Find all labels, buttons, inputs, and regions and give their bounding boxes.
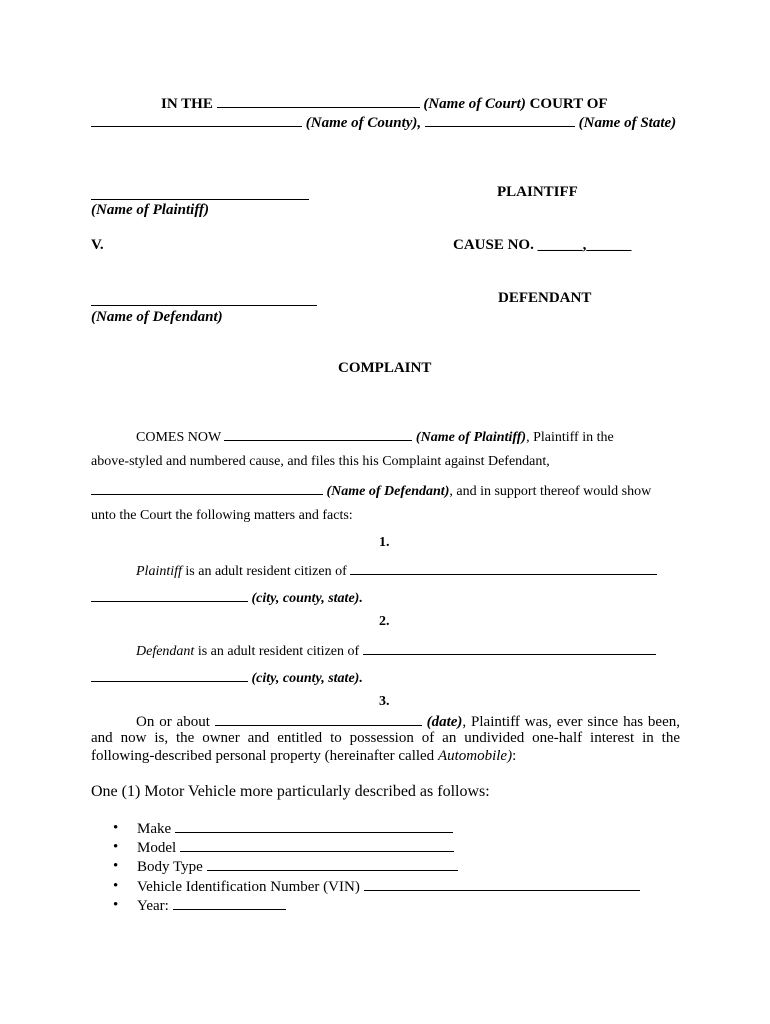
paragraph-1-text: is an adult resident citizen of xyxy=(181,564,347,579)
bullet-icon: • xyxy=(113,877,119,894)
automobile-term: Automobile) xyxy=(437,748,513,764)
plaintiff-label: PLAINTIFF xyxy=(497,184,578,200)
defendant-name-field[interactable] xyxy=(91,305,317,306)
in-the-label: IN THE xyxy=(161,96,213,112)
paragraph-1-location-field[interactable] xyxy=(91,588,248,602)
caption-line-1 xyxy=(161,94,608,113)
vehicle-model-field[interactable] xyxy=(180,838,454,852)
paragraph-1-location-placeholder: (city, county, state). xyxy=(251,591,363,606)
intro-line-3 xyxy=(91,481,651,500)
paragraph-3-line-3-start: following-described personal property (hereinafter called xyxy=(91,748,435,764)
paragraph-3-date-placeholder: (date) xyxy=(426,714,463,730)
intro-defendant-placeholder: (Name of Defendant) xyxy=(326,484,450,499)
paragraph-2-subject: Defendant xyxy=(136,644,195,659)
plaintiff-name-field[interactable] xyxy=(91,199,309,200)
paragraph-1-number: 1. xyxy=(379,535,390,550)
intro-line-4: unto the Court the following matters and facts: xyxy=(91,508,353,523)
vehicle-make-field[interactable] xyxy=(175,819,453,833)
caption-line-2 xyxy=(91,113,676,132)
versus-label: V. xyxy=(91,237,104,253)
paragraph-3-line-3-end: : xyxy=(512,748,517,764)
bullet-icon: • xyxy=(113,858,119,875)
court-name-field[interactable] xyxy=(217,94,420,108)
paragraph-2-residence-field[interactable] xyxy=(363,641,656,655)
intro-line-1 xyxy=(136,427,614,446)
vehicle-year-label: Year: xyxy=(137,897,169,914)
vehicle-make-item xyxy=(91,819,640,838)
name-of-defendant-label: (Name of Defendant) xyxy=(91,309,223,325)
vehicle-vin-field[interactable] xyxy=(364,877,640,891)
county-name-field[interactable] xyxy=(91,113,302,127)
vehicle-vin-item xyxy=(91,877,640,896)
vehicle-vin-label: Vehicle Identification Number (VIN) xyxy=(137,878,360,895)
court-of-label: COURT OF xyxy=(529,96,608,112)
paragraph-2-location-placeholder: (city, county, state). xyxy=(251,671,363,686)
bullet-icon: • xyxy=(113,896,119,913)
vehicle-body-type-item xyxy=(91,857,640,876)
paragraph-3-date-field[interactable] xyxy=(215,712,422,726)
vehicle-model-label: Model xyxy=(137,840,177,857)
document-title: COMPLAINT xyxy=(338,360,432,376)
intro-line-2: above-styled and numbered cause, and files this his Complaint against Defendant, xyxy=(91,454,550,469)
intro-plaintiff-field[interactable] xyxy=(224,427,412,441)
bullet-icon: • xyxy=(113,820,119,836)
paragraph-3-line-1 xyxy=(91,712,680,732)
vehicle-body-type-field[interactable] xyxy=(207,857,458,871)
vehicle-intro: One (1) Motor Vehicle more particularly described as follows: xyxy=(91,783,490,800)
vehicle-make-label: Make xyxy=(137,821,172,837)
paragraph-3-line-2: and now is, the owner and entitled to possession of an undivided one-half interest in the xyxy=(91,730,680,746)
intro-plaintiff-placeholder: (Name of Plaintiff) xyxy=(415,430,527,445)
paragraph-2-text: is an adult resident citizen of xyxy=(194,644,360,659)
paragraph-2-number: 2. xyxy=(379,614,390,629)
vehicle-year-field[interactable] xyxy=(173,896,286,910)
on-or-about-text: On or about xyxy=(136,714,210,730)
vehicle-field-list xyxy=(91,819,640,915)
paragraph-1-line-2 xyxy=(91,588,363,607)
vehicle-body-type-label: Body Type xyxy=(137,859,203,876)
intro-defendant-tail: , and in support thereof would show xyxy=(449,484,652,499)
paragraph-1-residence-field[interactable] xyxy=(350,561,657,575)
vehicle-model-item xyxy=(91,838,640,857)
paragraph-2-location-field[interactable] xyxy=(91,668,248,682)
name-of-county-placeholder: (Name of County), xyxy=(305,115,422,131)
paragraph-2-line-2 xyxy=(91,668,363,687)
paragraph-3-line-1-tail: , Plaintiff was, ever since has been, xyxy=(462,714,680,730)
intro-defendant-field[interactable] xyxy=(91,481,323,495)
comes-now-text: COMES NOW xyxy=(136,430,221,445)
paragraph-2-line-1 xyxy=(136,641,656,660)
state-name-field[interactable] xyxy=(425,113,575,127)
paragraph-1-line-1 xyxy=(136,561,657,580)
paragraph-1-subject: Plaintiff xyxy=(136,564,182,579)
paragraph-3-number: 3. xyxy=(379,694,390,709)
paragraph-3-line-3 xyxy=(91,748,516,765)
name-of-state-placeholder: (Name of State) xyxy=(578,115,677,131)
cause-number[interactable]: CAUSE NO. ______,______ xyxy=(453,237,632,253)
name-of-court-placeholder: (Name of Court) xyxy=(423,96,526,112)
vehicle-year-item xyxy=(91,896,640,915)
name-of-plaintiff-label: (Name of Plaintiff) xyxy=(91,202,210,218)
defendant-label: DEFENDANT xyxy=(498,290,592,306)
intro-plaintiff-tail: , Plaintiff in the xyxy=(526,430,614,445)
bullet-icon: • xyxy=(113,839,119,856)
